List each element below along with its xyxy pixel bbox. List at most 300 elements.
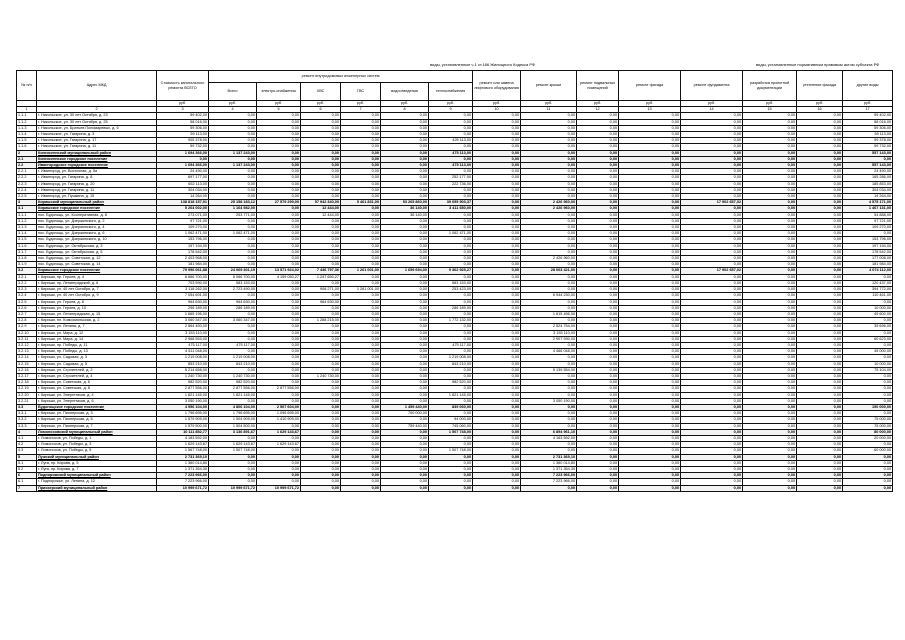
amount-cell: 0,00 [681,460,743,466]
amount-cell: 0,00 [257,373,301,379]
amount-cell: 0,00 [209,225,257,231]
amount-cell: 7 223 966,00 [157,473,209,479]
row-number: 5.1 [17,460,37,466]
amount-cell: 0,00 [577,318,619,324]
amount-cell: 0,00 [341,429,381,435]
amount-cell: 0,00 [521,150,577,156]
amount-cell: 0,00 [521,212,577,218]
amount-cell: 0,00 [301,349,341,355]
amount-cell: 0,00 [341,392,381,398]
row-number: 2.2 [17,163,37,169]
amount-cell: 0,00 [381,342,429,348]
amount-cell: 0,00 [257,466,301,472]
amount-cell: 0,00 [473,429,521,435]
amount-cell: 0,00 [797,454,843,460]
amount-cell: 0,00 [797,336,843,342]
amount-cell: 4 466 048,00 [521,349,577,355]
amount-cell: 0,00 [381,361,429,367]
amount-cell: 0,00 [743,411,797,417]
amount-cell: 0,00 [341,380,381,386]
amount-cell: 0,00 [743,466,797,472]
amount-cell: 0,00 [843,373,893,379]
amount-cell: 0,00 [381,243,429,249]
subtotal-row [17,485,893,491]
amount-cell: 0,00 [797,268,843,274]
amount-cell: 0,00 [257,448,301,454]
amount-cell: 0,00 [619,163,681,169]
amount-cell: 0,00 [743,293,797,299]
amount-cell: 1 659 694,00 [381,268,429,274]
header-engineering: ремонт внутридомовых инженерных систем [209,71,473,83]
amount-cell: 0,00 [473,392,521,398]
amount-cell: 286 189,00 [209,305,257,311]
amount-cell: 0,00 [341,349,381,355]
amount-cell: 13 571 924,02 [257,268,301,274]
amount-cell: 0,00 [619,194,681,200]
amount-cell: 0,00 [341,125,381,131]
amount-cell: 0,00 [743,299,797,305]
address-cell: Будогощское городское поселение [37,404,157,410]
amount-cell: 0,00 [257,181,301,187]
amount-cell: 12 444,00 [301,206,341,212]
unit-cell: руб. [381,101,429,107]
amount-cell: 1 371 354,30 [521,466,577,472]
amount-cell: 0,00 [429,479,473,485]
amount-cell: 28 003 421,00 [521,268,577,274]
amount-cell: 197 194,00 [157,243,209,249]
amount-cell: 0,00 [381,280,429,286]
amount-cell: 0,00 [577,448,619,454]
amount-cell: 0,00 [681,163,743,169]
amount-cell: 39 696,00 [843,324,893,330]
amount-cell: 58 016,00 [157,119,209,125]
amount-cell: 759 440,00 [381,423,429,429]
amount-cell: 0,00 [743,448,797,454]
amount-cell: 0,00 [257,454,301,460]
address-cell: г. Луга, пр. Кирова, д. 5 [37,460,157,466]
amount-cell: 0,00 [429,113,473,119]
amount-cell: 0,00 [257,132,301,138]
amount-cell: 0,00 [257,212,301,218]
amount-cell: 3 118 262,00 [157,287,209,293]
column-number: 15 [743,107,797,113]
amount-cell: 0,00 [473,125,521,131]
header-insulation: утепление фасада [797,71,843,101]
amount-cell: 0,00 [797,249,843,255]
amount-cell: 0,00 [301,293,341,299]
amount-cell: 0,00 [257,156,301,162]
amount-cell: 0,00 [619,398,681,404]
amount-cell: 0,00 [257,287,301,293]
amount-cell: 0,00 [619,423,681,429]
row-number: 3 [17,200,37,206]
amount-cell: 0,00 [341,206,381,212]
amount-cell: 0,00 [743,404,797,410]
amount-cell: 0,00 [429,262,473,268]
address-cell: г. Кириши, ул. Мира, д. 14 [37,336,157,342]
amount-cell: 0,00 [381,293,429,299]
address-cell: г. Кириши, ул. Энергетиков, д. 6 [37,398,157,404]
amount-cell: 0,00 [473,256,521,262]
amount-cell: 0,00 [797,448,843,454]
amount-cell: 0,00 [521,144,577,150]
amount-cell: 2 426 960,00 [521,200,577,206]
amount-cell: 0,00 [209,169,257,175]
amount-cell: 0,00 [577,367,619,373]
amount-cell: 0,00 [577,311,619,317]
amount-cell: 1 796 695,00 [157,411,209,417]
amount-cell: 0,00 [257,311,301,317]
amount-cell: 0,00 [743,367,797,373]
amount-cell: 0,00 [381,318,429,324]
amount-cell: 0,00 [681,367,743,373]
amount-cell: 286 189,00 [429,305,473,311]
header-lifts: ремонт или замена лифтового оборудования [473,71,521,101]
amount-cell: 0,00 [301,485,341,491]
amount-cell: 1 504 909,00 [209,417,257,423]
amount-cell: 1 796 695,00 [209,411,257,417]
amount-cell: 0,00 [473,386,521,392]
amount-cell: 0,00 [843,479,893,485]
amount-cell: 0,00 [521,417,577,423]
amount-cell: 0,00 [341,187,381,193]
amount-cell: 0,00 [521,318,577,324]
amount-cell: 905 378,00 [157,138,209,144]
amount-cell: 0,00 [843,156,893,162]
amount-cell: 0,00 [257,355,301,361]
amount-cell: 0,00 [619,113,681,119]
amount-cell: 0,00 [429,293,473,299]
amount-cell: 0,00 [301,169,341,175]
amount-cell: 0,00 [381,448,429,454]
amount-cell: 0,00 [843,466,893,472]
amount-cell: 0,00 [473,479,521,485]
column-number: 17 [843,107,893,113]
amount-cell: 0,00 [619,132,681,138]
row-number: 2.1 [17,156,37,162]
address-cell: г. Кириши, ул. 40 лет Октября, д. 9 [37,293,157,299]
unit-cell: руб. [743,101,797,107]
amount-cell: 0,00 [797,479,843,485]
amount-cell: 0,00 [681,330,743,336]
amount-cell: 2 403 968,00 [157,256,209,262]
amount-cell: 181 984,00 [843,262,893,268]
amount-cell: 0,00 [381,367,429,373]
amount-cell: 59 113,00 [157,132,209,138]
amount-cell: 0,00 [209,132,257,138]
amount-cell: 0,00 [797,225,843,231]
row-number: 3.2.11 [17,336,37,342]
row-number: 3.1.7 [17,249,37,255]
amount-cell: 475 113,00 [429,163,473,169]
amount-cell: 0,00 [381,156,429,162]
amount-cell: 0,00 [619,200,681,206]
amount-cell: 2 877 556,00 [257,386,301,392]
amount-cell: 0,00 [301,144,341,150]
amount-cell: 0,00 [381,163,429,169]
amount-cell: 0,00 [301,404,341,410]
amount-cell: 0,00 [381,330,429,336]
amount-cell: 0,00 [381,169,429,175]
amount-cell: 0,00 [209,336,257,342]
amount-cell: 0,00 [381,256,429,262]
amount-cell: 0,00 [681,138,743,144]
amount-cell: 0,00 [681,311,743,317]
amount-cell: 0,00 [743,268,797,274]
header-other: другие виды [843,71,893,101]
amount-cell: 0,00 [743,194,797,200]
amount-cell: 0,00 [743,417,797,423]
amount-cell: 177 008,00 [843,256,893,262]
row-number: 3.2.9 [17,324,37,330]
amount-cell: 0,00 [429,212,473,218]
header-address: Адрес МКД [37,71,157,101]
amount-cell: 843 210,00 [209,361,257,367]
address-cell: г. Кириши, ул. Строителей, д. 4 [37,373,157,379]
amount-cell: 0,00 [521,485,577,491]
amount-cell: 2 877 556,00 [209,386,257,392]
amount-cell: 4 159 050,27 [257,274,301,280]
amount-cell: 0,00 [429,386,473,392]
unit-cell: руб. [257,101,301,107]
amount-cell: 0,00 [577,330,619,336]
amount-cell: 1 240 730,00 [157,373,209,379]
amount-cell: 0,00 [301,125,341,131]
amount-cell: 0,00 [577,355,619,361]
amount-cell: 0,00 [577,132,619,138]
amount-cell: 0,00 [619,293,681,299]
amount-cell: 165 286,00 [843,175,893,181]
amount-cell: 3 153 110,00 [521,330,577,336]
amount-cell: 0,00 [843,411,893,417]
amount-cell: 0,00 [381,349,429,355]
amount-cell: 2 723 490,00 [209,287,257,293]
row-number: 3.3.1 [17,411,37,417]
amount-cell: 0,00 [843,299,893,305]
amount-cell: 0,00 [209,125,257,131]
amount-cell: 0,00 [577,237,619,243]
amount-cell: 0,00 [577,336,619,342]
amount-cell: 0,00 [521,119,577,125]
amount-cell: 0,00 [797,442,843,448]
column-number: 3 [157,107,209,113]
amount-cell: 0,00 [521,194,577,200]
amount-cell: 0,00 [797,305,843,311]
amount-cell: 0,00 [619,274,681,280]
amount-cell: 1 360 014,80 [157,460,209,466]
amount-cell: 0,00 [301,225,341,231]
amount-cell: 0,00 [577,156,619,162]
amount-cell: 36 140,00 [381,206,429,212]
amount-cell: 0,00 [341,218,381,224]
amount-cell: 60 623,00 [843,336,893,342]
amount-cell: 0,00 [681,299,743,305]
amount-cell: 0,00 [681,485,743,491]
amount-cell: 0,00 [681,324,743,330]
amount-cell: 0,00 [619,485,681,491]
amount-cell: 1 261 001,00 [341,287,381,293]
amount-cell: 0,00 [577,460,619,466]
amount-cell: 0,00 [619,138,681,144]
amount-cell: 0,00 [619,305,681,311]
amount-cell: 0,00 [681,231,743,237]
amount-cell: 0,00 [473,311,521,317]
amount-cell: 150 000,00 [843,404,893,410]
amount-cell: 1 164 982,00 [209,206,257,212]
amount-cell: 0,00 [381,324,429,330]
amount-cell: 0,00 [619,380,681,386]
address-cell: пос. Будогощь, ул. Советская, д. 14 [37,262,157,268]
amount-cell: 0,00 [521,280,577,286]
amount-cell: 0,00 [209,218,257,224]
amount-cell: 0,00 [473,423,521,429]
amount-cell: 0,00 [341,169,381,175]
amount-cell: 0,00 [429,256,473,262]
amount-cell: 0,00 [381,305,429,311]
amount-cell: 12 444,00 [301,212,341,218]
amount-cell: 0,00 [341,485,381,491]
amount-cell: 0,00 [743,212,797,218]
amount-cell: 0,00 [797,460,843,466]
address-cell: г. Кириши, ул. Энергетиков, д. 4 [37,392,157,398]
amount-cell: 0,00 [301,361,341,367]
amount-cell: 0,00 [381,237,429,243]
amount-cell: 0,00 [619,460,681,466]
amount-cell: 1 240 730,00 [301,373,341,379]
amount-cell: 0,00 [577,194,619,200]
amount-cell: 0,00 [681,169,743,175]
amount-cell: 0,00 [473,336,521,342]
row-number: 3.1 [17,206,37,212]
amount-cell: 1 504 500,00 [209,423,257,429]
amount-cell: 36 140,00 [381,212,429,218]
amount-cell: 908 271,00 [301,287,341,293]
amount-cell: 0,00 [341,163,381,169]
amount-cell: 0,00 [577,287,619,293]
amount-cell: 0,00 [209,175,257,181]
unit-cell: руб. [521,101,577,107]
amount-cell: 5 264 002,00 [157,206,209,212]
amount-cell: 0,00 [743,144,797,150]
amount-cell: 0,00 [681,274,743,280]
amount-cell: 0,00 [301,398,341,404]
amount-cell: 0,00 [301,218,341,224]
amount-cell: 0,00 [619,262,681,268]
amount-cell: 1 219 008,00 [429,355,473,361]
amount-cell: 0,00 [473,380,521,386]
amount-cell: 0,00 [681,262,743,268]
amount-cell: 0,00 [843,231,893,237]
amount-cell: 0,00 [257,144,301,150]
amount-cell: 0,00 [681,429,743,435]
row-number: 3.2.3 [17,287,37,293]
amount-cell: 24 069 401,19 [209,268,257,274]
amount-cell: 0,00 [381,398,429,404]
amount-cell: 296 189,00 [157,305,209,311]
address-cell: г. Кириши, ул. Советская, д. 8 [37,386,157,392]
amount-cell: 1 507 748,00 [429,429,473,435]
amount-cell: 0,00 [743,349,797,355]
amount-cell: 0,00 [341,398,381,404]
amount-cell: 0,00 [429,454,473,460]
amount-cell: 0,00 [577,144,619,150]
amount-cell: 0,00 [577,392,619,398]
amount-cell: 0,00 [619,150,681,156]
column-number: 8 [381,107,429,113]
amount-cell: 0,00 [341,404,381,410]
amount-cell: 0,00 [521,225,577,231]
amount-cell: 0,00 [743,473,797,479]
repair-program-table [16,70,893,492]
amount-cell: 853 210,00 [157,361,209,367]
amount-cell: 0,00 [743,181,797,187]
amount-cell: 1 062 471,00 [209,231,257,237]
amount-cell: 0,00 [743,218,797,224]
row-number: 2.2.2 [17,175,37,181]
amount-cell: 0,00 [473,318,521,324]
amount-cell: 0,00 [521,361,577,367]
amount-cell: 0,00 [797,113,843,119]
amount-cell: 178 542,00 [843,249,893,255]
amount-cell: 0,00 [429,243,473,249]
amount-cell: 0,00 [381,262,429,268]
amount-cell: 0,00 [843,398,893,404]
amount-cell: 0,00 [341,342,381,348]
amount-cell: 0,00 [577,119,619,125]
address-cell: пос. Будогощь, ул. Дзержинского, д. 10 [37,237,157,243]
address-cell: г. Ивангород, ул. Гагарина, д. 8 [37,175,157,181]
amount-cell: 0,00 [521,132,577,138]
amount-cell: 14 264,00 [157,194,209,200]
amount-cell: 0,00 [473,181,521,187]
amount-cell: 652 113,00 [157,181,209,187]
row-number: 7 [17,485,37,491]
amount-cell: 0,00 [301,454,341,460]
amount-cell: 0,00 [429,373,473,379]
amount-cell: 0,00 [577,454,619,460]
amount-cell: 1 247 650,27 [301,274,341,280]
row-number: 3.2.1 [17,274,37,280]
amount-cell: 0,00 [301,119,341,125]
amount-cell: 1 821 145,00 [157,392,209,398]
row-number: 3.1.2 [17,218,37,224]
amount-cell: 0,00 [257,293,301,299]
amount-cell: 0,00 [257,237,301,243]
amount-cell: 0,00 [743,249,797,255]
address-cell: Подпорожский муниципальный район [37,473,157,479]
amount-cell: 178 542,00 [157,249,209,255]
amount-cell: 0,00 [797,299,843,305]
row-number: 2.2.1 [17,169,37,175]
amount-cell: 0,00 [429,349,473,355]
amount-cell: 0,00 [473,150,521,156]
amount-cell: 0,00 [429,473,473,479]
amount-cell: 0,00 [209,237,257,243]
amount-cell: 0,00 [257,231,301,237]
amount-cell: 0,00 [797,411,843,417]
amount-cell: 0,00 [341,256,381,262]
amount-cell: 0,00 [473,262,521,268]
amount-cell: 0,00 [797,429,843,435]
amount-cell: 0,00 [341,373,381,379]
amount-cell: 0,00 [619,231,681,237]
amount-cell: 1 288 215,00 [301,318,341,324]
amount-cell: 0,00 [619,119,681,125]
header-hvs: ХВС [301,83,341,101]
amount-cell: 0,00 [301,231,341,237]
row-number: 3.2.8 [17,318,37,324]
amount-cell: 4 163 592,00 [521,435,577,441]
